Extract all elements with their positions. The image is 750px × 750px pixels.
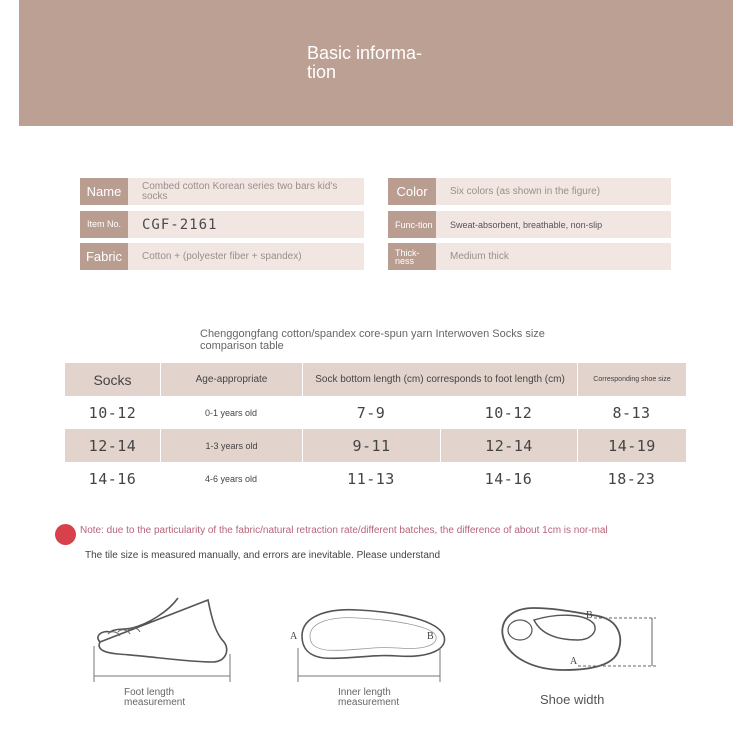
inner-length-caption: Inner length measurement	[338, 687, 400, 708]
header-length: Sock bottom length (cm) corresponds to foot length (cm)	[302, 363, 577, 396]
header-shoe-size: Corresponding shoe size	[577, 363, 686, 396]
cell-foot-length: 10-12	[484, 403, 533, 422]
table-row	[65, 462, 686, 495]
table-row	[65, 429, 686, 462]
foot-outline	[98, 598, 227, 662]
size-table	[65, 363, 686, 495]
info-row-item-no	[80, 211, 364, 238]
inner-length-diagram	[288, 598, 454, 688]
info-key-name: Name	[80, 178, 128, 205]
banner-title: Basic informa-tion	[307, 43, 423, 82]
info-key-item-no: Item No.	[80, 211, 128, 238]
info-value-color: Six colors (as shown in the figure)	[450, 185, 601, 197]
shoe-toe	[508, 620, 532, 640]
foot-length-caption: Foot length measurement	[124, 687, 186, 708]
info-key-thickness: Thick-ness	[388, 243, 436, 270]
info-row-function	[388, 211, 671, 238]
cell-shoe-size: 8-13	[612, 403, 651, 422]
cell-sock-bottom: 9-11	[302, 429, 440, 462]
cell-socks: 12-14	[88, 436, 137, 455]
shoe-width-caption: Shoe width	[540, 692, 605, 707]
cell-shoe-size: 14-19	[577, 429, 686, 462]
cell-age: 0-1 years old	[204, 407, 258, 418]
info-value-function: Sweat-absorbent, breathable, non-slip	[450, 219, 603, 230]
shoe-label-a: A	[570, 656, 578, 667]
header-socks: Socks	[93, 371, 132, 388]
inner-label-b: B	[427, 631, 434, 642]
table-row	[65, 396, 686, 429]
info-value-fabric: Cotton + (polyester fiber + spandex)	[142, 250, 302, 262]
info-key-fabric: Fabric	[80, 243, 128, 270]
header-banner	[19, 0, 733, 126]
info-row-color	[388, 178, 671, 205]
cell-sock-bottom: 11-13	[347, 469, 395, 488]
inner-label-a: A	[290, 631, 298, 642]
cell-age: 4-6 years old	[204, 473, 258, 484]
insole-outline	[302, 610, 445, 659]
note-fabric-difference: Note: due to the particularity of the fabric/natural retraction rate/different batches, the difference of about 1cm is nor-mal	[80, 525, 608, 536]
cell-age: 1-3 years old	[160, 429, 302, 462]
info-key-color: Color	[388, 178, 436, 205]
note-manual-measurement: The tile size is measured manually, and errors are inevitable. Please understand	[85, 550, 440, 561]
insole-inner	[310, 618, 436, 651]
info-value-item-no: CGF-2161	[142, 216, 218, 233]
shoe-width-diagram	[494, 600, 664, 680]
header-age: Age-appropriate	[160, 363, 302, 396]
info-row-name	[80, 178, 364, 205]
cell-socks: 14-16	[88, 469, 137, 488]
foot-length-diagram	[88, 590, 238, 690]
shoe-label-b: B	[586, 610, 593, 621]
cell-foot-length: 12-14	[440, 429, 577, 462]
cell-foot-length: 14-16	[484, 469, 533, 488]
info-row-thickness	[388, 243, 671, 270]
cell-socks: 10-12	[88, 403, 137, 422]
note-badge	[55, 524, 76, 545]
size-table-caption: Chenggongfang cotton/spandex core-spun yarn Interwoven Socks size comparison table	[200, 328, 545, 352]
info-row-fabric	[80, 243, 364, 270]
info-value-name: Combed cotton Korean series two bars kid's socks	[142, 180, 338, 202]
size-table-header	[65, 363, 686, 396]
cell-shoe-size: 18-23	[607, 469, 656, 488]
cell-sock-bottom: 7-9	[356, 403, 386, 422]
info-value-thickness: Medium thick	[450, 250, 509, 262]
info-key-function: Func-tion	[388, 211, 436, 238]
